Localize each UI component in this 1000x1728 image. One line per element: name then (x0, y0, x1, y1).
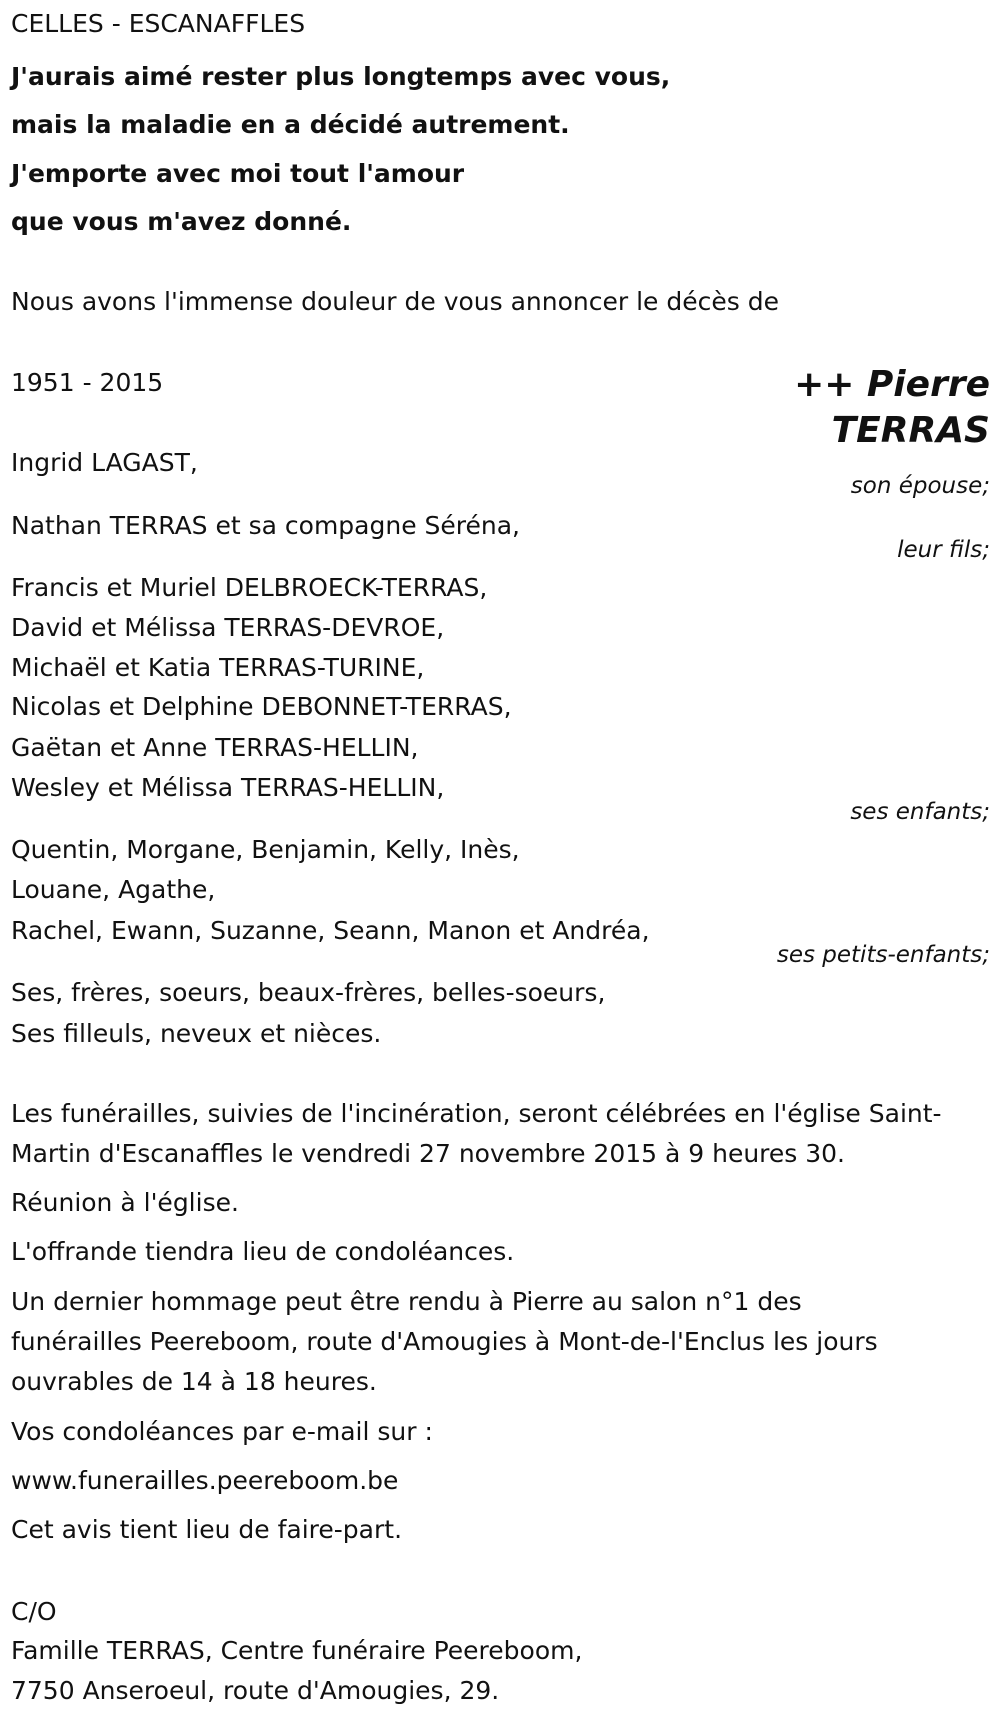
offering-info: L'offrande tiendra lieu de condoléances. (11, 1237, 515, 1266)
grandchildren-names: Quentin, Morgane, Benjamin, Kelly, Inès, (11, 835, 520, 864)
child-name: Michaël et Katia TERRAS-TURINE, (11, 653, 425, 682)
child-name: Wesley et Mélissa TERRAS-HELLIN, (11, 773, 445, 802)
child-name: Gaëtan et Anne TERRAS-HELLIN, (11, 733, 419, 762)
funeral-details: Les funérailles, suivies de l'incinération, seront célébrées en l'église Saint- (11, 1099, 942, 1128)
poem-line-2: mais la maladie en a décidé autrement. (11, 110, 570, 139)
poem-line-4: que vous m'avez donné. (11, 207, 352, 236)
funeral-details: Martin d'Escanaffles le vendredi 27 novembre 2015 à 9 heures 30. (11, 1139, 846, 1168)
tribute-info: Un dernier hommage peut être rendu à Pierre au salon n°1 des (11, 1287, 802, 1316)
notice-text: Cet avis tient lieu de faire-part. (11, 1515, 403, 1544)
poem-line-1: J'aurais aimé rester plus longtemps avec vous, (11, 62, 671, 91)
contact-address-line-1: Famille TERRAS, Centre funéraire Peereboom, (11, 1636, 583, 1665)
son-role: leur fils; (897, 537, 990, 563)
son-name: Nathan TERRAS et sa compagne Séréna, (11, 511, 521, 540)
grandchildren-names: Rachel, Ewann, Suzanne, Seann, Manon et Andréa, (11, 916, 650, 945)
deceased-name-line-2: TERRAS (831, 410, 990, 451)
spouse-name: Ingrid LAGAST, (11, 448, 198, 477)
deceased-name-line-1: ++ Pierre (794, 364, 990, 405)
announcement-text: Nous avons l'immense douleur de vous annoncer le décès de (11, 287, 779, 316)
location-heading: CELLES - ESCANAFFLES (11, 9, 306, 38)
grandchildren-names: Louane, Agathe, (11, 875, 216, 904)
other-relatives: Ses, frères, soeurs, beaux-frères, belles-soeurs, (11, 978, 606, 1007)
contact-address-line-2: 7750 Anseroeul, route d'Amougies, 29. (11, 1676, 500, 1705)
tribute-info: funérailles Peereboom, route d'Amougies à Mont-de-l'Enclus les jours (11, 1327, 878, 1356)
grandchildren-role: ses petits-enfants; (776, 942, 990, 968)
care-of-label: C/O (11, 1597, 57, 1626)
life-dates: 1951 - 2015 (11, 368, 164, 397)
children-role: ses enfants; (850, 799, 990, 825)
child-name: Francis et Muriel DELBROECK-TERRAS, (11, 573, 488, 602)
website-link[interactable]: www.funerailles.peereboom.be (11, 1466, 399, 1495)
tribute-info: ouvrables de 14 à 18 heures. (11, 1367, 377, 1396)
other-relatives: Ses filleuls, neveux et nièces. (11, 1019, 382, 1048)
child-name: Nicolas et Delphine DEBONNET-TERRAS, (11, 692, 512, 721)
condolences-label: Vos condoléances par e-mail sur : (11, 1417, 433, 1446)
meeting-info: Réunion à l'église. (11, 1188, 239, 1217)
poem-line-3: J'emporte avec moi tout l'amour (11, 159, 465, 188)
spouse-role: son épouse; (850, 473, 990, 499)
child-name: David et Mélissa TERRAS-DEVROE, (11, 613, 445, 642)
